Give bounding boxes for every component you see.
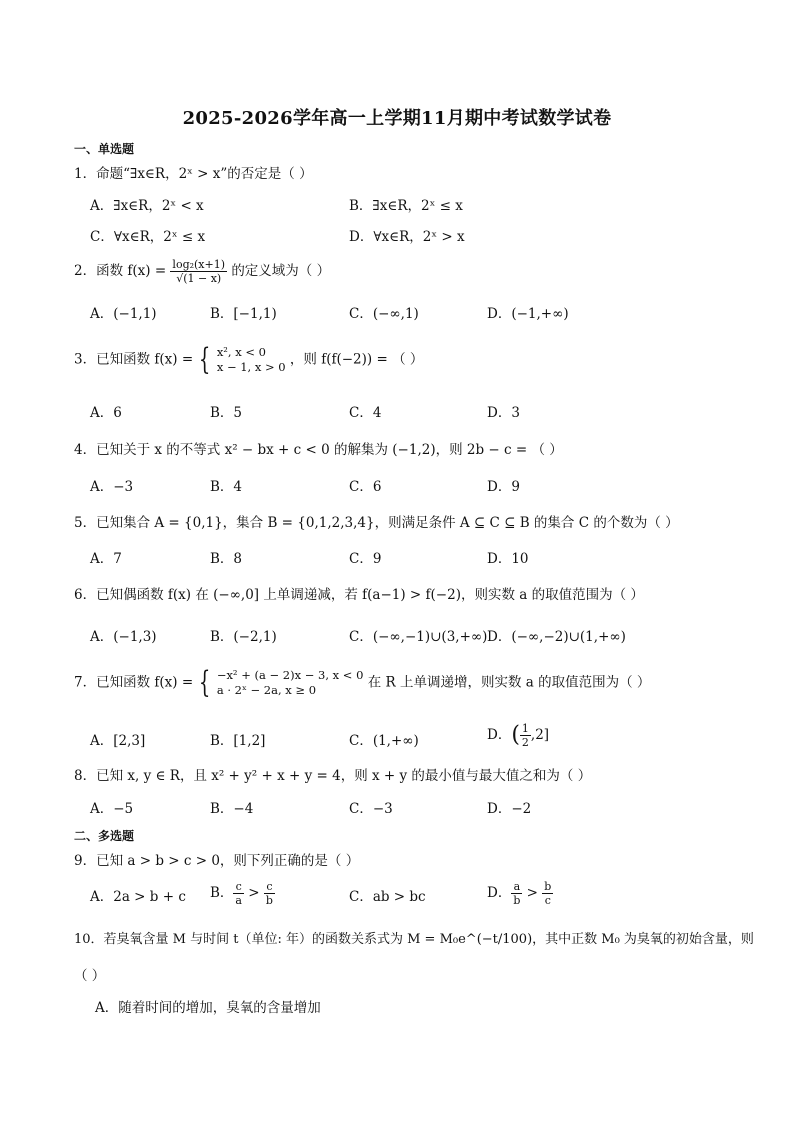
question-5-option-d: D．10 xyxy=(487,551,529,567)
question-2-prefix: 2．函数 f(x) = xyxy=(74,263,171,279)
page-title: 2025-2026学年高一上学期11月期中考试数学试卷 xyxy=(182,108,612,129)
question-9-option-b-fraction-2 xyxy=(264,880,275,907)
question-8-option-b: B．−4 xyxy=(210,801,254,817)
question-7-option-d-suffix: ,2] xyxy=(530,727,550,743)
question-9-option-b-fraction-1 xyxy=(233,880,244,907)
question-1-option-b: B．∃x∈R，2ˣ ≤ x xyxy=(349,198,463,214)
question-2-suffix: 的定义域为（ ） xyxy=(231,263,331,279)
question-9-option-b-prefix: B． xyxy=(210,885,234,901)
question-3-prefix: 3．已知函数 f(x) = xyxy=(74,351,198,368)
question-3-case-2: x − 1, x > 0 xyxy=(216,360,286,374)
question-3-case-1: x², x < 0 xyxy=(216,345,266,359)
fraction-numerator: c xyxy=(233,880,244,894)
question-9-option-a: A．2a > b + c xyxy=(90,889,186,905)
fraction-denominator: c xyxy=(544,894,551,907)
piecewise-brace-icon: { xyxy=(199,665,211,700)
question-8-option-c: C．−3 xyxy=(349,801,393,817)
question-7-prefix: 7．已知函数 f(x) = xyxy=(74,674,198,691)
question-3-option-c: C．4 xyxy=(349,405,382,421)
question-10-stem-line-1: 10．若臭氧含量 M 与时间 t（单位: 年）的函数关系式为 M = M₀e^(−t/100)，其中正数 M₀ 为臭氧的初始含量，则 xyxy=(74,932,754,947)
piecewise-brace-icon: { xyxy=(199,342,211,377)
question-2-option-b: B．[−1,1) xyxy=(210,306,277,322)
question-3-cases xyxy=(217,345,286,375)
question-5-stem: 5．已知集合 A = {0,1}，集合 B = {0,1,2,3,4}，则满足条件 A ⊆ C ⊆ B 的集合 C 的个数为（ ） xyxy=(74,515,679,531)
question-7-option-b: B．[1,2] xyxy=(210,733,266,749)
fraction-denominator: b xyxy=(265,894,273,907)
question-6-option-a: A．(−1,3) xyxy=(90,629,157,645)
question-1-option-a: A．∃x∈R，2ˣ < x xyxy=(90,198,204,214)
question-7-option-d-prefix: D． xyxy=(487,727,512,743)
question-4-stem: 4．已知关于 x 的不等式 x² − bx + c < 0 的解集为 (−1,2)，则 2b − c = （ ） xyxy=(74,442,563,458)
question-9-option-d xyxy=(487,880,553,907)
question-9-option-b xyxy=(210,880,275,907)
question-10-stem-line-2: （ ） xyxy=(74,968,106,984)
question-1-option-c: C．∀x∈R，2ˣ ≤ x xyxy=(90,229,206,245)
question-2-option-d: D．(−1,+∞) xyxy=(487,306,569,322)
fraction-numerator: c xyxy=(264,880,275,894)
question-4-option-d: D．9 xyxy=(487,479,520,495)
question-6-option-d: D．(−∞,−2)∪(1,+∞) xyxy=(487,629,626,645)
question-2-fraction xyxy=(170,258,227,285)
fraction-denominator: b xyxy=(513,894,521,907)
question-1-stem: 1．命题“∃x∈R，2ˣ > x”的否定是（ ） xyxy=(74,166,313,182)
question-7-case-2: a · 2ˣ − 2a, x ≥ 0 xyxy=(216,683,317,697)
question-3-option-d: D．3 xyxy=(487,405,520,421)
question-7-option-d xyxy=(487,722,549,749)
question-2-denominator: √(1 − x) xyxy=(176,272,222,285)
question-5-option-a: A．7 xyxy=(90,551,122,567)
left-paren-icon: ( xyxy=(511,722,520,748)
fraction-numerator: a xyxy=(511,880,522,894)
question-7-stem xyxy=(74,665,651,700)
question-4-option-a: A．−3 xyxy=(90,479,134,495)
question-3-option-a: A．6 xyxy=(90,405,122,421)
inequality-operator: > xyxy=(522,885,543,901)
question-8-option-a: A．−5 xyxy=(90,801,134,817)
question-9-option-d-prefix: D． xyxy=(487,885,512,901)
question-8-option-d: D．−2 xyxy=(487,801,532,817)
section-heading-single-choice: 一、单选题 xyxy=(74,142,135,156)
question-5-option-c: C．9 xyxy=(349,551,382,567)
question-9-stem: 9．已知 a > b > c > 0，则下列正确的是（ ） xyxy=(74,853,360,869)
question-5-option-b: B．8 xyxy=(210,551,243,567)
fraction-denominator: a xyxy=(235,894,242,907)
question-1-option-d: D．∀x∈R，2ˣ > x xyxy=(349,229,465,245)
question-7-option-d-numerator: 1 xyxy=(521,722,529,735)
question-8-stem: 8．已知 x, y ∈ R，且 x² + y² + x + y = 4，则 x + y 的最小值与最大值之和为（ ） xyxy=(74,768,592,784)
question-9-option-d-fraction-2 xyxy=(542,880,553,907)
question-9-option-c: C．ab > bc xyxy=(349,889,426,905)
question-9-option-d-fraction-1 xyxy=(511,880,522,907)
section-heading-multiple-choice: 二、多选题 xyxy=(74,829,135,843)
question-2-option-c: C．(−∞,1) xyxy=(349,306,419,322)
question-7-suffix: 在 R 上单调递增，则实数 a 的取值范围为（ ） xyxy=(367,674,651,691)
question-7-option-c: C．(1,+∞) xyxy=(349,733,419,749)
inequality-operator: > xyxy=(243,885,264,901)
question-3-stem xyxy=(74,342,424,377)
question-7-cases xyxy=(217,668,364,698)
question-6-option-c: C．(−∞,−1)∪(3,+∞) xyxy=(349,629,488,645)
question-6-option-b: B．(−2,1) xyxy=(210,629,277,645)
question-3-suffix: ，则 f(f(−2)) = （ ） xyxy=(289,351,424,368)
question-7-option-a: A．[2,3] xyxy=(90,733,146,749)
question-7-option-d-denominator: 2 xyxy=(521,736,529,749)
question-4-option-c: C．6 xyxy=(349,479,382,495)
fraction-numerator: b xyxy=(544,880,552,893)
question-4-option-b: B．4 xyxy=(210,479,243,495)
question-2-numerator: log₂(x+1) xyxy=(172,258,226,271)
question-3-option-b: B．5 xyxy=(210,405,243,421)
question-2-option-a: A．(−1,1) xyxy=(90,306,157,322)
question-10-option-a: A．随着时间的增加，臭氧的含量增加 xyxy=(95,1000,321,1016)
question-6-stem: 6．已知偶函数 f(x) 在 (−∞,0] 上单调递减，若 f(a−1) > f(−2)，则实数 a 的取值范围为（ ） xyxy=(74,587,644,603)
question-2-stem xyxy=(74,258,330,285)
question-7-option-d-fraction xyxy=(520,722,531,749)
question-7-case-1: −x² + (a − 2)x − 3, x < 0 xyxy=(216,668,364,682)
